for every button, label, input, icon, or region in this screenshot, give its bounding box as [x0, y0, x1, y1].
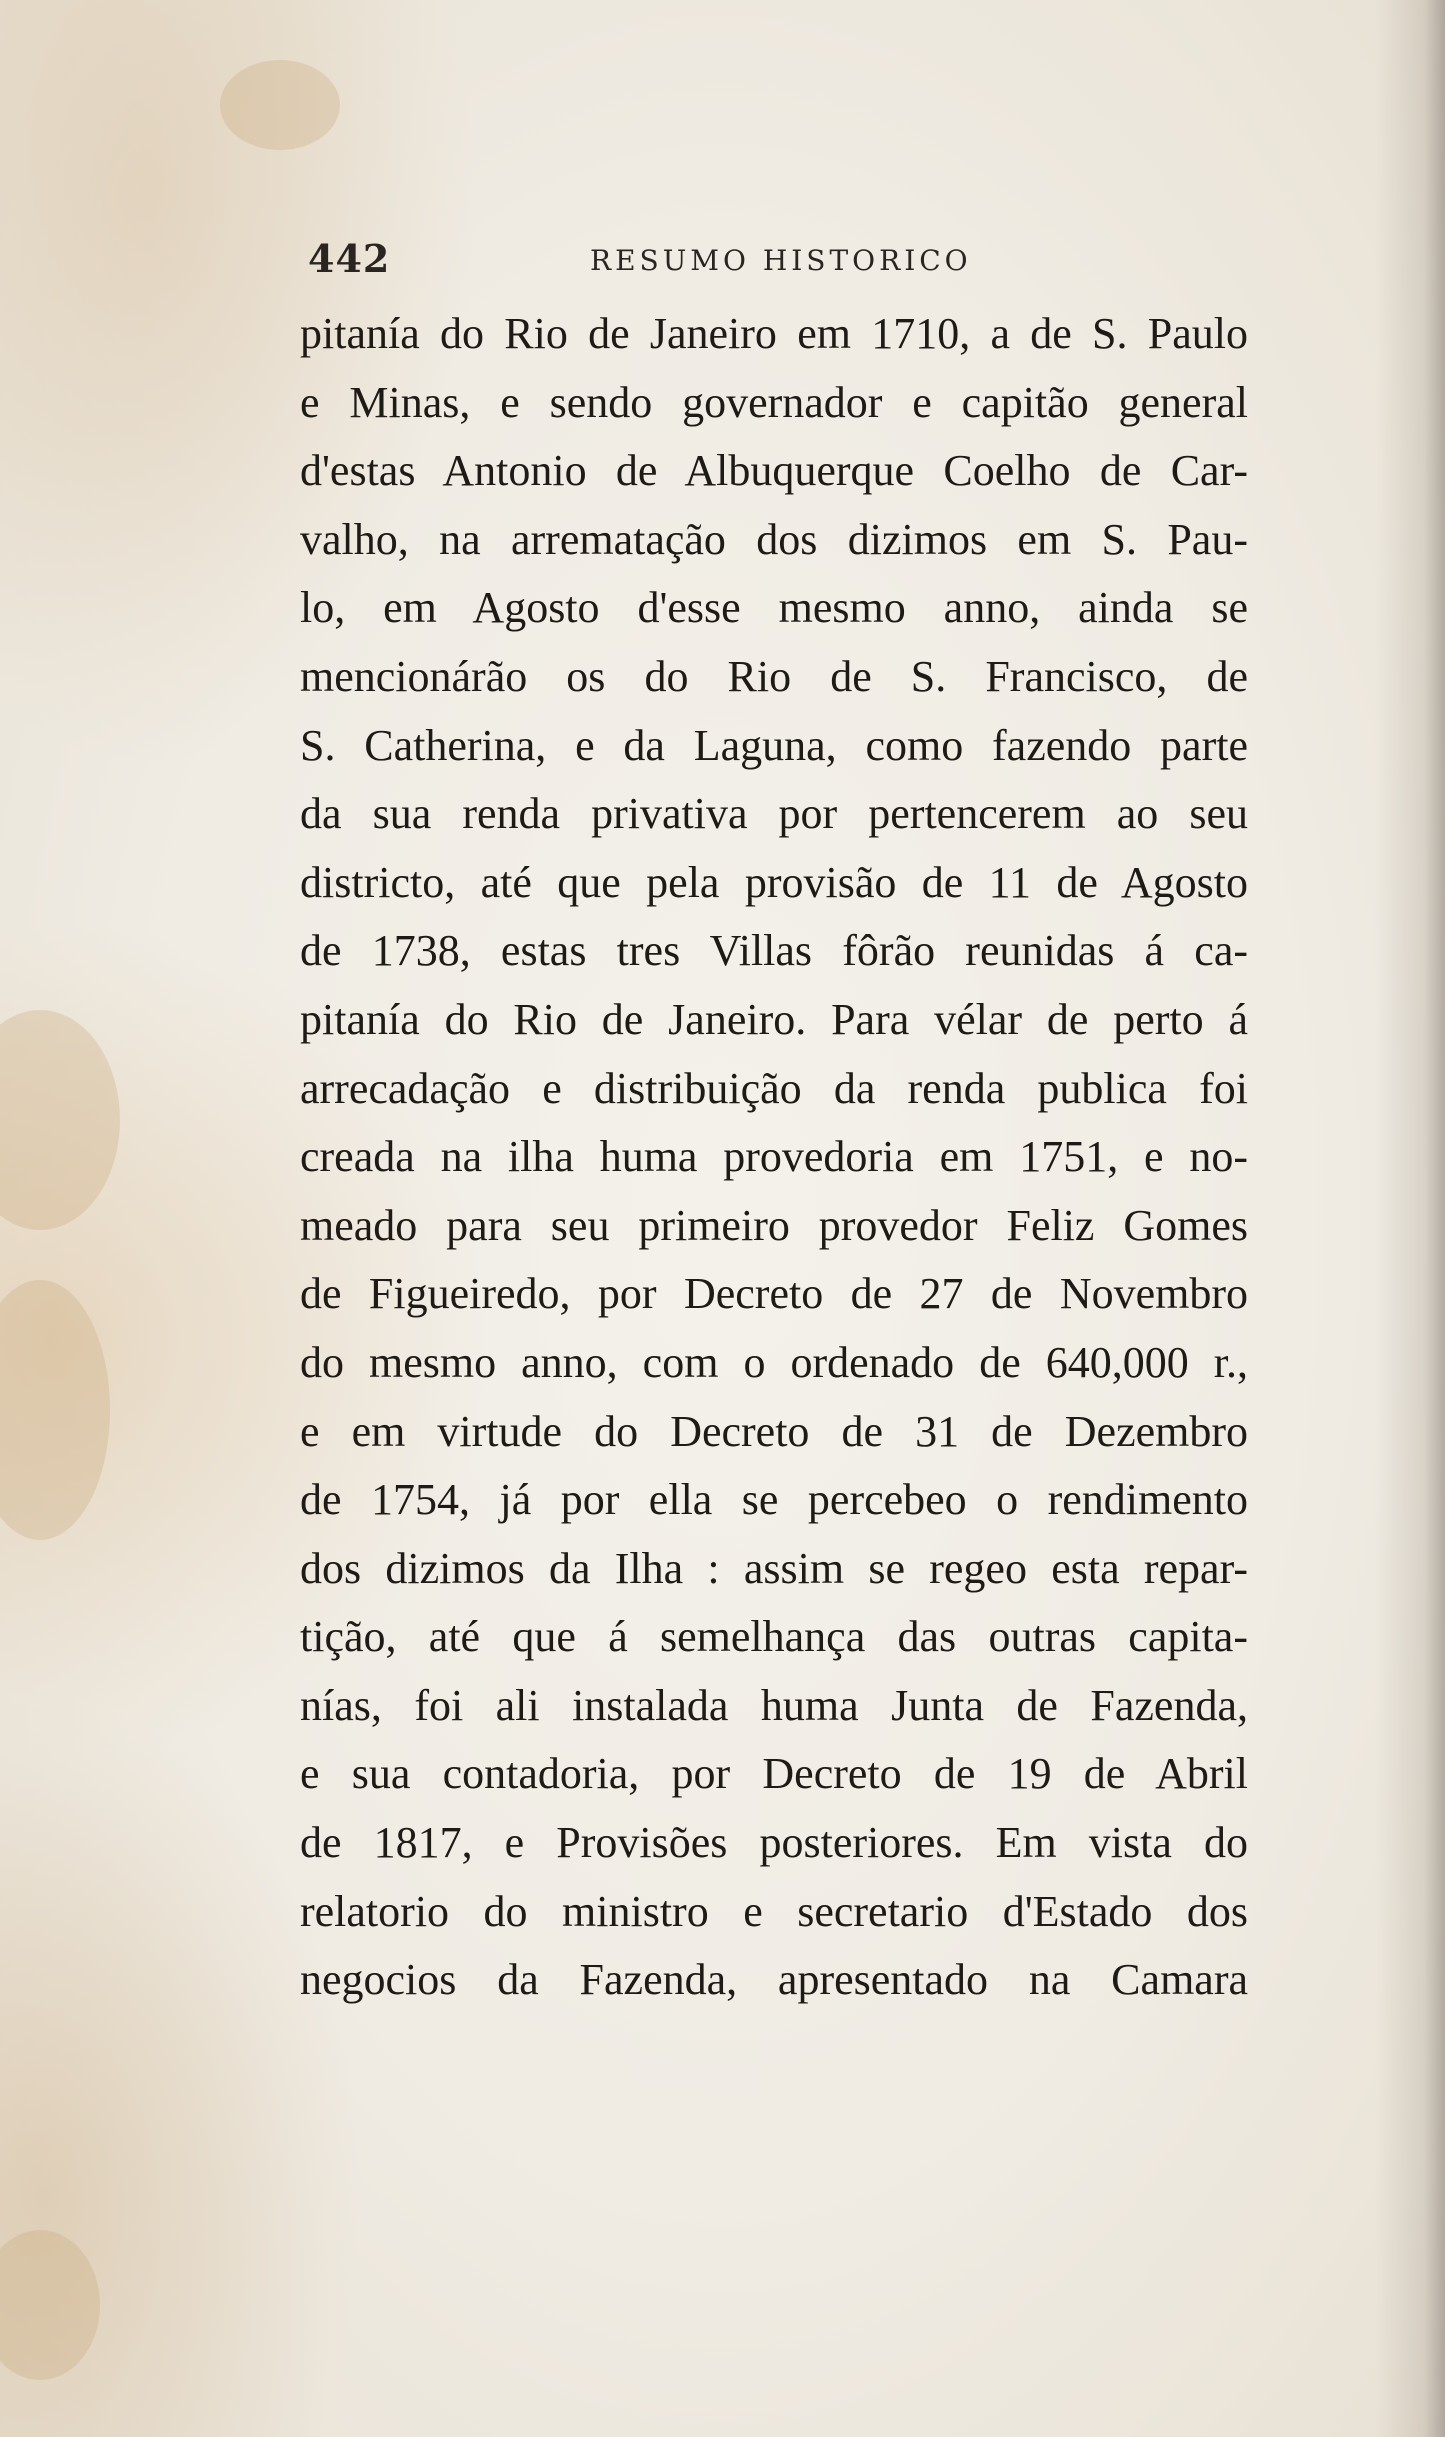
text-line: districto, até que pela provisão de 11 de Agosto: [300, 857, 1248, 907]
paper-stain: [0, 1280, 110, 1540]
text-line: nías, foi ali instalada huma Junta de Fazenda,: [300, 1680, 1248, 1730]
text-line: de 1817, e Provisões posteriores. Em vista do: [300, 1818, 1248, 1868]
text-line: meado para seu primeiro provedor Feliz Gomes: [300, 1200, 1248, 1250]
text-line: e sua contadoria, por Decreto de 19 de Abril: [300, 1749, 1248, 1799]
text-line: do mesmo anno, com o ordenado de 640,000 r.,: [300, 1337, 1248, 1387]
body-text: [300, 300, 1248, 2015]
text-line: dos dizimos da Ilha : assim se regeo esta repar-: [300, 1543, 1248, 1593]
text-line: pitanía do Rio de Janeiro em 1710, a de S. Paulo: [300, 309, 1248, 358]
running-head: RESUMO HISTORICO: [590, 244, 972, 277]
text-line: d'estas Antonio de Albuquerque Coelho de Car-: [300, 446, 1248, 496]
text-line: e Minas, e sendo governador e capitão general: [300, 377, 1248, 427]
text-line: valho, na arrematação dos dizimos em S. Pau-: [300, 514, 1248, 564]
paper-stain: [0, 2230, 100, 2380]
text-line: e em virtude do Decreto de 31 de Dezembro: [300, 1406, 1248, 1456]
text-line: pitanía do Rio de Janeiro. Para vélar de perto á: [300, 994, 1248, 1044]
page-header: [300, 236, 1248, 286]
text-line: negocios da Fazenda, apresentado na Camara: [300, 1955, 1248, 2005]
text-line: relatorio do ministro e secretario d'Estado dos: [300, 1886, 1248, 1936]
text-line: S. Catherina, e da Laguna, como fazendo parte: [300, 720, 1248, 770]
text-line: tição, até que á semelhança das outras capita-: [300, 1612, 1248, 1662]
text-line: da sua renda privativa por pertencerem ao seu: [300, 789, 1248, 839]
text-line: de Figueiredo, por Decreto de 27 de Novembro: [300, 1269, 1248, 1319]
paper-stain: [220, 60, 340, 150]
text-line: de 1738, estas tres Villas fôrão reunidas á ca-: [300, 926, 1248, 976]
page-number: 442: [308, 236, 391, 281]
text-line: lo, em Agosto d'esse mesmo anno, ainda se: [300, 583, 1248, 633]
text-line: creada na ilha huma provedoria em 1751, e no-: [300, 1132, 1248, 1182]
text-line: de 1754, já por ella se percebeo o rendimento: [300, 1475, 1248, 1525]
paper-stain: [0, 1010, 120, 1230]
text-line: mencionárão os do Rio de S. Francisco, de: [300, 651, 1248, 701]
page-edge-shadow: [1375, 0, 1445, 2437]
text-line: arrecadação e distribuição da renda publica foi: [300, 1063, 1248, 1113]
